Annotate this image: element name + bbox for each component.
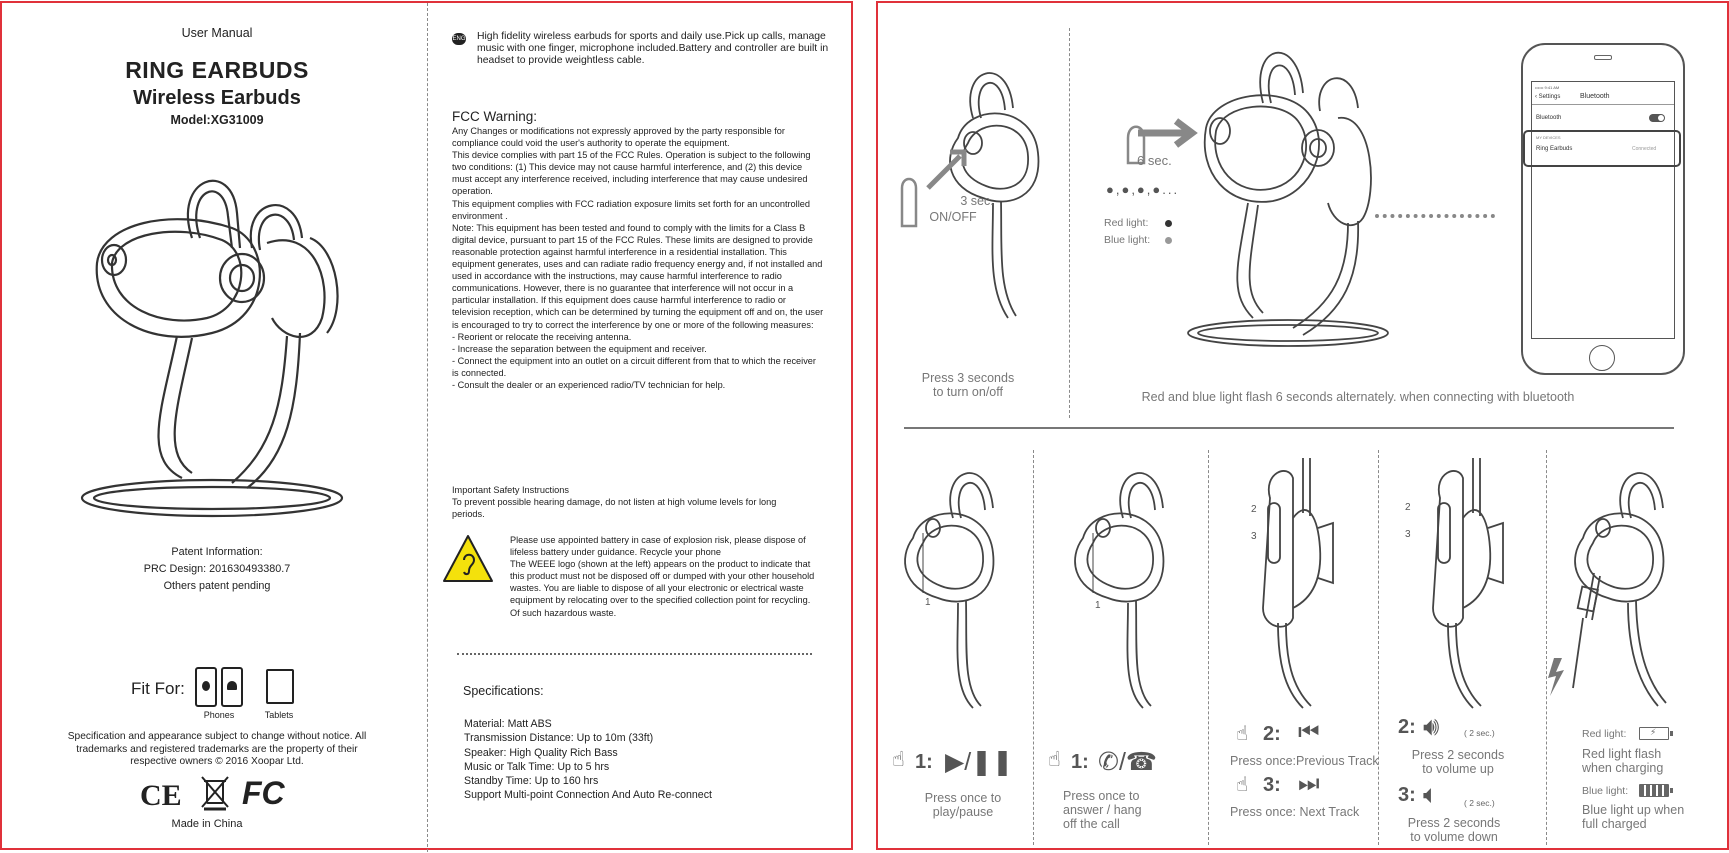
charging-blue-label: Blue light: — [1582, 785, 1629, 797]
fit-for-label: Fit For: — [131, 679, 185, 698]
phone-screen-title: Bluetooth — [1580, 93, 1610, 100]
safety-text: To prevent possible hearing damage, do not listen at high volume levels for long periods. — [452, 497, 777, 520]
battery-charging-icon: ⚡ — [1639, 727, 1669, 740]
charging-earbud-illustration — [1578, 458, 1688, 708]
red-light-label: Red light: — [1104, 217, 1149, 229]
section-separator — [457, 653, 812, 655]
spec-item: Support Multi-point Connection And Auto Re-connect — [464, 789, 712, 802]
caption-line: Press once to — [1063, 789, 1140, 803]
blue-light-dot — [1165, 237, 1172, 244]
caption-line: Press 2 seconds — [1411, 748, 1505, 762]
next-track-icon: ⏭ — [1298, 770, 1320, 797]
caption-line: Blue light up when — [1582, 803, 1685, 817]
caption-line: Press 2 seconds — [1407, 816, 1501, 830]
tablets-label: Tablets — [264, 710, 294, 720]
manual-left-sheet — [0, 1, 853, 850]
caption-line: Press once to — [924, 791, 1002, 805]
patent-line: PRC Design: 201630493380.7 — [143, 563, 291, 575]
finger-icon: ☝ — [1236, 774, 1249, 796]
phone-back-button[interactable]: ‹ Settings — [1535, 94, 1561, 100]
phone-divider — [1532, 104, 1674, 105]
hold-duration: ( 2 sec.) — [1464, 728, 1495, 738]
earbuds-illustration — [82, 168, 382, 568]
model-number: Model:XG31009 — [170, 113, 264, 127]
finger-icon: ☝ — [1236, 723, 1249, 745]
fcc-mark: FC — [242, 775, 285, 811]
play-earbud-illustration — [908, 458, 1028, 708]
weee-text: The WEEE logo (shown at the left) appears on the product to indicate that this product must not be disposed off or dumped with your other household wastes. You are liable to dispose of all your electronic or electrical waste equipment by relocating over to the specified collection point for recycling. Of such hazardous waste. — [510, 559, 815, 618]
control-number: 1: — [1071, 751, 1089, 773]
devices-section-label: MY DEVICES — [1536, 135, 1561, 140]
battery-text: Please use appointed battery in case of explosion risk, please dispose of lifeless battery under guidance. Recycle your phone — [510, 535, 806, 558]
phone-call-icon: ✆/☎ — [1098, 748, 1158, 776]
caption-line: off the call — [1063, 817, 1120, 831]
fcc-paragraph: This device complies with part 15 of the FCC Rules. Operation is subject to the following two conditions: (1) This device may not cause harmful interference, and (2) this device must accept any interference received, including interference that may cause undesired operation. — [452, 150, 811, 197]
bluetooth-row-label: Bluetooth — [1536, 115, 1562, 121]
battery-full-icon — [1639, 784, 1669, 797]
fcc-paragraph: - Increase the separation between the equipment and receiver. — [452, 343, 707, 354]
fcc-paragraph: Any Changes or modifications not expressly approved by the party responsible for compliance could void the user's authority to operate the equipment. — [452, 126, 785, 149]
call-earbud-illustration — [1078, 458, 1198, 708]
device-row-status: Connected — [1632, 146, 1657, 152]
button-mark: 3 — [1405, 529, 1411, 540]
brand-title: RING EARBUDS — [125, 57, 309, 83]
control-number: 3: — [1263, 774, 1281, 796]
track-earbud-illustration — [1258, 458, 1358, 708]
next-caption: Press once: Next Track — [1230, 805, 1360, 819]
volume-up-caption — [1408, 748, 1508, 776]
control-number: 2: — [1398, 716, 1416, 738]
button-mark: 3 — [1251, 531, 1257, 542]
fcc-title: FCC Warning: — [452, 109, 538, 124]
button-mark: 2 — [1251, 504, 1257, 515]
panel-divider — [1546, 450, 1547, 845]
volume-earbud-illustration — [1428, 458, 1528, 708]
battery-warning — [510, 534, 815, 619]
control-number: 3: — [1398, 784, 1416, 806]
volume-up-icon: 🔊︎ — [1423, 711, 1440, 741]
fcc-paragraph: - Consult the dealer or an experienced radio/TV technician for help. — [452, 379, 726, 390]
blink-sequence: ●,●,●,●... — [1106, 182, 1180, 197]
manual-right-sheet — [876, 1, 1729, 850]
play-caption — [908, 791, 1018, 819]
caption-line: to volume down — [1410, 830, 1498, 844]
spec-item: Speaker: High Quality Rich Bass — [464, 746, 618, 759]
manual-label: User Manual — [181, 26, 253, 40]
blue-light-label: Blue light: — [1104, 234, 1151, 246]
caption-line: full charged — [1582, 817, 1647, 831]
section-rule — [904, 427, 1674, 429]
volume-down-caption — [1404, 816, 1504, 844]
phone-home-button — [1589, 345, 1615, 371]
previous-track-icon: ⏮ — [1298, 719, 1320, 746]
patent-line: Patent Information: — [171, 546, 263, 558]
phone-mockup — [1521, 43, 1685, 375]
fcc-paragraph: This equipment complies with FCC radiation exposure limits set forth for an uncontrolled environment . — [452, 198, 810, 221]
disclaimer: Specification and appearance subject to change without notice. All trademarks and registered trademarks are the property of their respective owners © 2016 Xoopar Ltd. — [67, 731, 367, 767]
patent-line: Others patent pending — [163, 580, 271, 592]
caption-line: when charging — [1582, 761, 1664, 775]
spec-item: Standby Time: Up to 160 hrs — [464, 775, 599, 788]
previous-caption: Press once:Previous Track — [1230, 754, 1379, 768]
charging-red-caption — [1582, 747, 1702, 775]
power-hint-top: 3 sec. — [960, 194, 994, 208]
red-light-dot — [1165, 220, 1172, 227]
specs-list — [464, 717, 824, 803]
caption-line: Press 3 seconds — [921, 371, 1015, 385]
call-caption — [1063, 789, 1173, 831]
specs-title: Specifications: — [463, 684, 544, 698]
power-hint-bottom: ON/OFF — [929, 210, 977, 224]
panel-divider — [1069, 28, 1070, 418]
phone-screen — [1531, 81, 1675, 339]
spec-item: Music or Talk Time: Up to 5 hrs — [464, 760, 610, 773]
spec-item: Material: Matt ABS — [464, 718, 552, 730]
pairing-caption: Red and blue light flash 6 seconds alternately. when connecting with bluetooth — [1141, 390, 1575, 404]
warning-triangle-icon — [442, 534, 494, 584]
power-caption — [908, 371, 1028, 399]
phone-speaker — [1594, 55, 1612, 60]
product-title: Wireless Earbuds — [133, 87, 301, 109]
control-number: 1: — [915, 751, 933, 773]
control-number: 2: — [1263, 723, 1281, 745]
caption-line: to turn on/off — [933, 385, 1003, 399]
pairing-earbuds-illustration — [1108, 43, 1438, 363]
tablet-icon — [266, 669, 294, 704]
panel-divider — [1033, 450, 1034, 845]
spec-item: Transmission Distance: Up to 10m (33ft) — [464, 732, 654, 745]
lang-badge: ENG — [452, 33, 466, 45]
play-pause-icon: ▶/❚❚ — [945, 748, 1014, 776]
phones-label: Phones — [203, 710, 235, 720]
pointer-number: 1 — [1095, 600, 1101, 611]
caption-line: Red light flash — [1582, 747, 1662, 761]
device-row-name[interactable]: Ring Earbuds — [1536, 146, 1573, 152]
charging-red-label: Red light: — [1582, 728, 1627, 740]
hold-duration: ( 2 sec.) — [1464, 798, 1495, 808]
android-phone-icon — [221, 667, 243, 707]
fcc-paragraph: - Connect the equipment into an outlet on a circuit different from that to which the receiver is connected. — [452, 355, 816, 378]
apple-phone-icon — [195, 667, 217, 707]
panel-divider — [1378, 450, 1379, 845]
patent-info — [82, 544, 352, 595]
intro-text: High fidelity wireless earbuds for sports and daily use.Pick up calls, manage music with one finger, microphone included.Battery and controller are built in headset to provide weightless cable. — [477, 31, 829, 66]
caption-line: play/pause — [932, 805, 994, 819]
safety-title: Important Safety Instructions — [452, 485, 569, 495]
phone-status-bar: •••••• 9:41 AM — [1535, 85, 1560, 90]
finger-icon: ☝ — [1048, 748, 1061, 771]
panel-divider — [1208, 450, 1209, 845]
panel-divider — [427, 3, 428, 852]
made-in: Made in China — [171, 818, 243, 830]
phone-back-label: Settings — [1538, 94, 1561, 100]
fcc-paragraph: Note: This equipment has been tested and found to comply with the limits for a Class B digital device, pursuant to part 15 of the FCC Rules. These limits are designed to provide reasonable protection against harmful interference in a residential installation. This equipment generates, uses and can radiate radio frequency energy and, if not installed and used in accordance with the instructions, may cause harmful interference to radio communications. However, there is no guarantee that interference will not occur in a particular installation. If this equipment does cause harmful interference to radio or television reception, which can be determined by turning the equipment off and on, the user is encouraged to try to correct the interference by one or more of the following measures: — [452, 222, 824, 330]
ce-mark: CE — [140, 779, 182, 812]
bluetooth-toggle[interactable] — [1649, 114, 1665, 122]
caption-line: to volume up — [1422, 762, 1494, 776]
finger-icon: ☝ — [892, 748, 905, 771]
power-earbud-illustration — [898, 58, 1028, 358]
connecting-dots — [1375, 214, 1495, 218]
fcc-body — [452, 125, 824, 391]
fcc-paragraph: - Reorient or relocate the receiving antenna. — [452, 331, 632, 342]
pair-hint: 6 sec. — [1137, 153, 1172, 168]
button-mark: 2 — [1405, 502, 1411, 513]
pointer-number: 1 — [925, 597, 931, 608]
caption-line: answer / hang — [1063, 803, 1142, 817]
charging-blue-caption — [1582, 803, 1702, 831]
volume-down-icon: 🔈︎ — [1423, 779, 1439, 809]
weee-bin-icon — [200, 775, 230, 811]
